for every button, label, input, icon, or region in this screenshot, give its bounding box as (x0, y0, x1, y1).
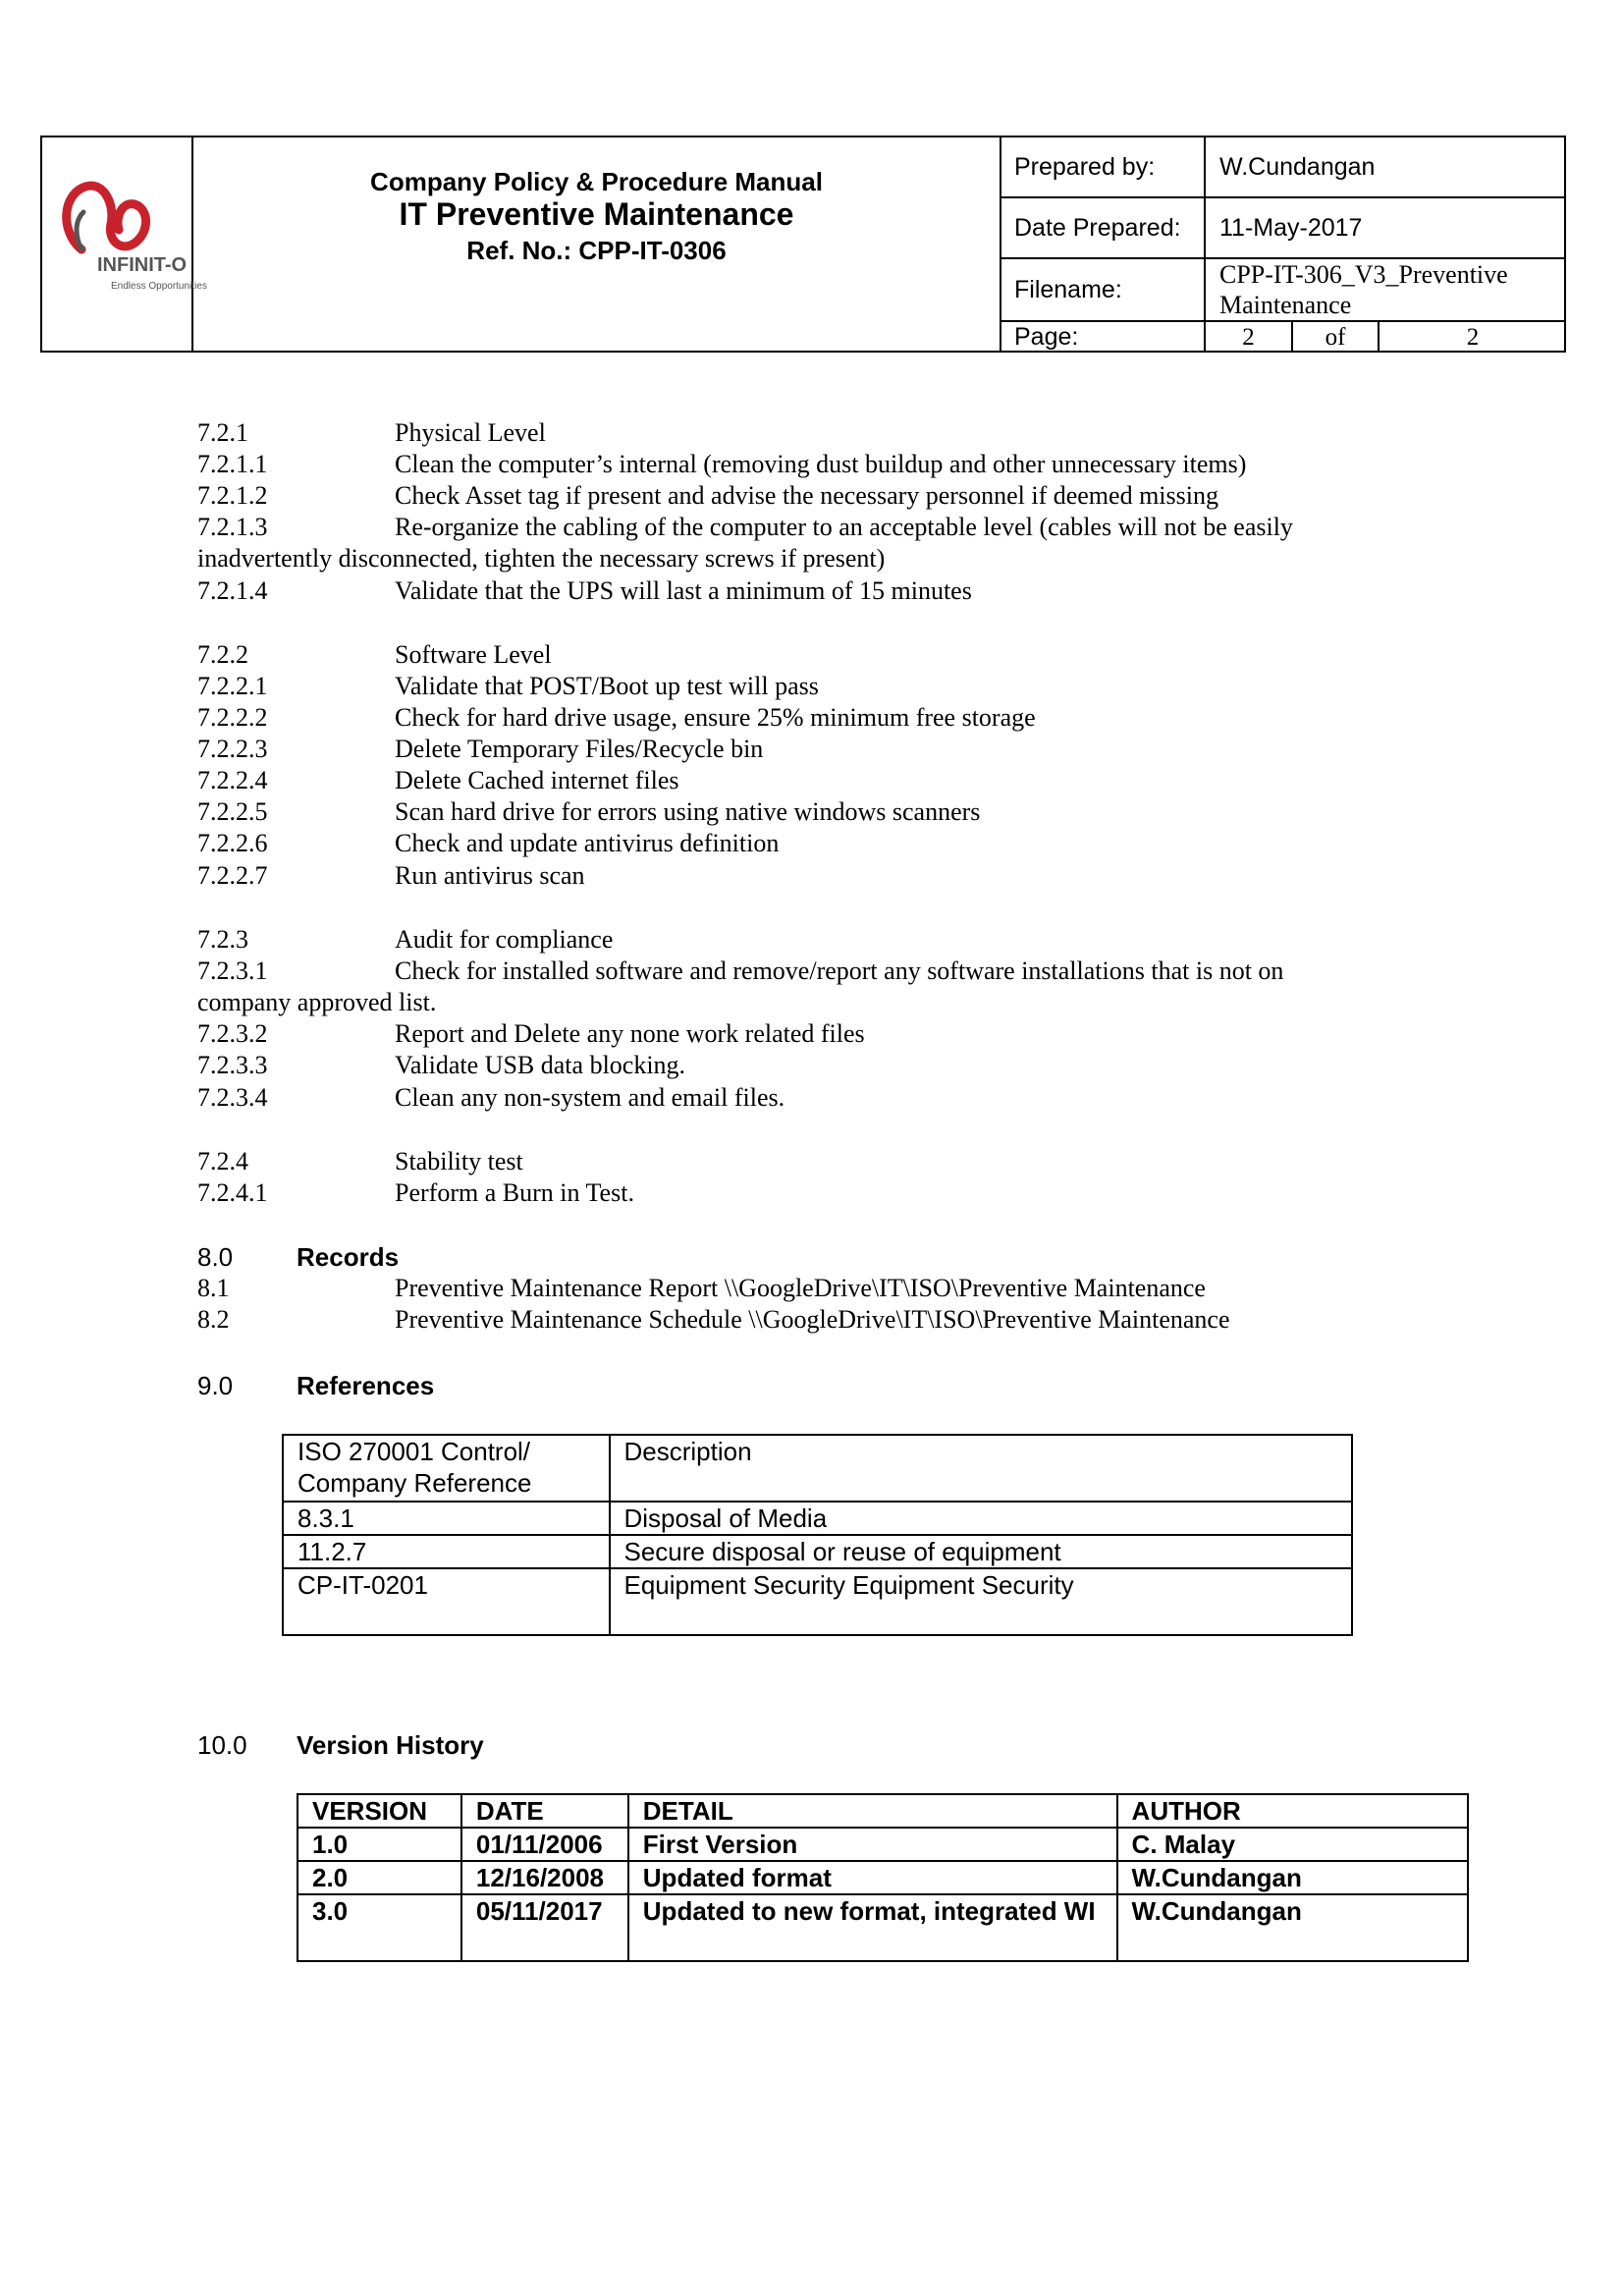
table-row (283, 1568, 1352, 1635)
filename-label: Filename: (1001, 259, 1206, 320)
logo-cell (42, 137, 207, 351)
table-row (298, 1861, 1468, 1894)
table-cell: CP-IT-0201 (283, 1568, 610, 1635)
table-cell: Disposal of Media (610, 1502, 1353, 1535)
version-history-table (297, 1793, 1469, 1962)
table-header-cell: AUTHOR (1117, 1794, 1468, 1828)
table-cell: First Version (628, 1828, 1117, 1861)
company-logo (54, 173, 207, 310)
table-cell: Updated to new format, integrated WI (628, 1894, 1117, 1961)
table-cell: 8.3.1 (283, 1502, 610, 1535)
table-cell: W.Cundangan (1117, 1894, 1468, 1961)
document-header (40, 136, 1566, 353)
table-cell: W.Cundangan (1117, 1861, 1468, 1894)
table-row (283, 1535, 1352, 1568)
page-label: Page: (1001, 322, 1206, 353)
page-current: 2 (1206, 322, 1293, 353)
manual-title: Company Policy & Procedure Manual (370, 167, 823, 196)
prepared-by-value: W.Cundangan (1219, 152, 1376, 181)
page-of: of (1293, 322, 1380, 353)
table-cell: 2.0 (298, 1861, 461, 1894)
table-header-cell: ISO 270001 Control/ Company Reference (283, 1435, 610, 1502)
date-prepared-label: Date Prepared: (1001, 198, 1206, 257)
table-cell: 12/16/2008 (461, 1861, 628, 1894)
table-cell: 3.0 (298, 1894, 461, 1961)
meta-row-prepared-by (1001, 137, 1566, 198)
page-total: 2 (1466, 323, 1480, 351)
document-meta-grid (1001, 137, 1566, 351)
table-header-cell: Description (610, 1435, 1353, 1502)
table-cell: 01/11/2006 (461, 1828, 628, 1861)
meta-row-filename (1001, 259, 1566, 322)
table-header-cell: VERSION (298, 1794, 461, 1828)
logo-tagline-text: Endless Opportunities (111, 281, 207, 292)
filename-line2: Maintenance (1219, 291, 1352, 319)
table-cell: C. Malay (1117, 1828, 1468, 1861)
meta-row-date-prepared (1001, 198, 1566, 259)
table-header-row (298, 1794, 1468, 1828)
table-cell: Secure disposal or reuse of equipment (610, 1535, 1353, 1568)
table-cell: 11.2.7 (283, 1535, 610, 1568)
table-cell: Updated format (628, 1861, 1117, 1894)
table-cell: Equipment Security Equipment Security (610, 1568, 1353, 1635)
table-row (298, 1894, 1468, 1961)
title-cell (193, 137, 1001, 351)
document-title: IT Preventive Maintenance (399, 196, 794, 232)
meta-row-page (1001, 322, 1566, 353)
table-cell: 1.0 (298, 1828, 461, 1861)
table-header-row (283, 1435, 1352, 1502)
reference-number: Ref. No.: CPP-IT-0306 (466, 236, 727, 265)
table-row (298, 1828, 1468, 1861)
table-row (283, 1502, 1352, 1535)
prepared-by-label: Prepared by: (1001, 137, 1206, 196)
filename-value (1206, 259, 1566, 320)
references-table (282, 1434, 1353, 1636)
logo-brand-text: INFINIT-O (97, 254, 188, 276)
filename-line1: CPP-IT-306_V3_Preventive (1219, 260, 1508, 289)
table-header-cell: DATE (461, 1794, 628, 1828)
table-header-cell: DETAIL (628, 1794, 1117, 1828)
date-prepared-value: 11-May-2017 (1219, 213, 1363, 242)
table-cell: 05/11/2017 (461, 1894, 628, 1961)
